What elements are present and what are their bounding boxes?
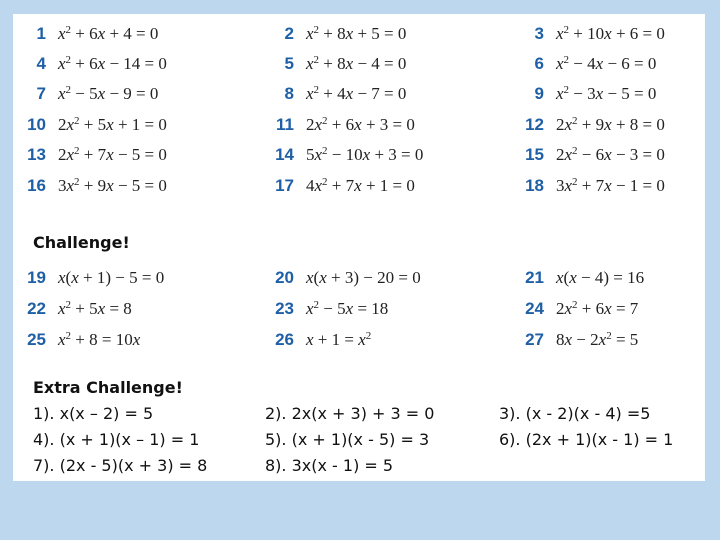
problem-equation: $x^2 - 3x - 5 = 0$ <box>556 84 657 103</box>
problem-equation: x(x − 4) = 16 <box>556 268 645 287</box>
problem-equation: $2x^2 - 6x - 3 = 0$ <box>556 145 665 164</box>
problem-item <box>516 81 656 107</box>
problem-equation: $5x^2 - 10x + 3 = 0$ <box>306 145 424 164</box>
challenge-problem-item <box>18 265 164 291</box>
problem-number: 1 <box>36 24 46 43</box>
problem-number: 19 <box>27 268 46 287</box>
problem-item <box>516 173 665 199</box>
problem-number: 24 <box>525 299 544 318</box>
problem-number: 7 <box>36 84 46 103</box>
problem-equation: $2x^2 + 7x - 5 = 0$ <box>58 145 167 164</box>
problem-number: 9 <box>534 84 544 103</box>
problem-number: 23 <box>275 299 294 318</box>
problem-equation: $x^2 + 4x - 7 = 0$ <box>306 84 407 103</box>
challenge-problem-item <box>266 265 421 291</box>
extra-problem-item: 4). (x + 1)(x – 1) = 1 <box>33 430 200 449</box>
extra-problem-item: 1). x(x – 2) = 5 <box>33 404 154 423</box>
extra-problem-item: 8). 3x(x - 1) = 5 <box>265 456 394 475</box>
problem-number: 15 <box>525 145 544 164</box>
extra-problem-item: 2). 2x(x + 3) + 3 = 0 <box>265 404 435 423</box>
problem-number: 5 <box>284 54 294 73</box>
problem-equation: $3x^2 + 9x - 5 = 0$ <box>58 176 167 195</box>
problem-number: 13 <box>27 145 46 164</box>
problem-equation: $x^2 - 5x = 18$ <box>306 299 389 318</box>
problem-number: 26 <box>275 330 294 349</box>
challenge-problem-item <box>266 327 371 353</box>
challenge-problem-item <box>516 327 638 353</box>
problem-item <box>516 112 665 138</box>
problem-item <box>18 142 167 168</box>
problem-item <box>266 173 415 199</box>
problem-item <box>266 51 406 77</box>
problem-number: 8 <box>284 84 294 103</box>
problem-item <box>266 21 406 47</box>
extra-problem-item: 5). (x + 1)(x - 5) = 3 <box>265 430 430 449</box>
problem-item <box>516 51 656 77</box>
problem-item <box>516 21 665 47</box>
challenge-problem-item <box>266 296 388 322</box>
problem-number: 10 <box>27 115 46 134</box>
problem-number: 16 <box>27 176 46 195</box>
problem-number: 6 <box>534 54 544 73</box>
problem-number: 18 <box>525 176 544 195</box>
problem-number: 21 <box>525 268 544 287</box>
problem-number: 25 <box>27 330 46 349</box>
problem-equation: $8x - 2x^2 = 5$ <box>556 330 639 349</box>
problem-item <box>266 112 415 138</box>
problem-number: 3 <box>534 24 544 43</box>
problem-number: 20 <box>275 268 294 287</box>
problem-equation: x(x + 1) − 5 = 0 <box>58 268 165 287</box>
problem-item <box>266 81 406 107</box>
problem-item <box>18 81 158 107</box>
problem-equation: $x^2 + 6x + 4 = 0$ <box>58 24 159 43</box>
problem-equation: $x^2 + 8x - 4 = 0$ <box>306 54 407 73</box>
problem-number: 14 <box>275 145 294 164</box>
extra-problem-item: 6). (2x + 1)(x - 1) = 1 <box>499 430 674 449</box>
problem-number: 4 <box>36 54 46 73</box>
problem-number: 11 <box>276 115 294 134</box>
problem-number: 17 <box>275 176 294 195</box>
problem-item <box>18 112 167 138</box>
challenge-problem-item <box>516 265 644 291</box>
problem-equation: $2x^2 + 5x + 1 = 0$ <box>58 115 167 134</box>
extra-problem-item: 3). (x - 2)(x - 4) =5 <box>499 404 651 423</box>
challenge-heading: Challenge! <box>33 233 130 252</box>
problem-equation: $4x^2 + 7x + 1 = 0$ <box>306 176 415 195</box>
problem-equation: $2x^2 + 9x + 8 = 0$ <box>556 115 665 134</box>
problem-item <box>266 142 423 168</box>
problem-number: 12 <box>525 115 544 134</box>
problem-item <box>18 21 158 47</box>
problem-equation: $x^2 - 5x - 9 = 0$ <box>58 84 159 103</box>
problem-number: 22 <box>27 299 46 318</box>
problem-equation: $x^2 + 8x + 5 = 0$ <box>306 24 407 43</box>
extra-problem-item: 7). (2x - 5)(x + 3) = 8 <box>33 456 208 475</box>
problem-equation: x(x + 3) − 20 = 0 <box>306 268 421 287</box>
problem-number: 27 <box>525 330 544 349</box>
problem-equation: $x^2 + 5x = 8$ <box>58 299 132 318</box>
challenge-problem-item <box>516 296 638 322</box>
problem-equation: $3x^2 + 7x - 1 = 0$ <box>556 176 665 195</box>
problem-number: 2 <box>284 24 294 43</box>
challenge-problem-item <box>18 327 140 353</box>
problem-equation: $x^2 + 10x + 6 = 0$ <box>556 24 665 43</box>
problem-equation: $x^2 + 8 = 10x$ <box>58 330 141 349</box>
problem-equation: $2x^2 + 6x + 3 = 0$ <box>306 115 415 134</box>
worksheet <box>13 14 705 481</box>
problem-item <box>18 51 167 77</box>
challenge-problem-item <box>18 296 132 322</box>
problem-equation: $2x^2 + 6x = 7$ <box>556 299 639 318</box>
problem-item <box>18 173 167 199</box>
problem-equation: $x^2 + 6x - 14 = 0$ <box>58 54 167 73</box>
problem-equation: $x^2 - 4x - 6 = 0$ <box>556 54 657 73</box>
problem-item <box>516 142 665 168</box>
extra-challenge-heading: Extra Challenge! <box>33 378 183 397</box>
problem-equation: $x + 1 = x^2$ <box>306 330 372 349</box>
